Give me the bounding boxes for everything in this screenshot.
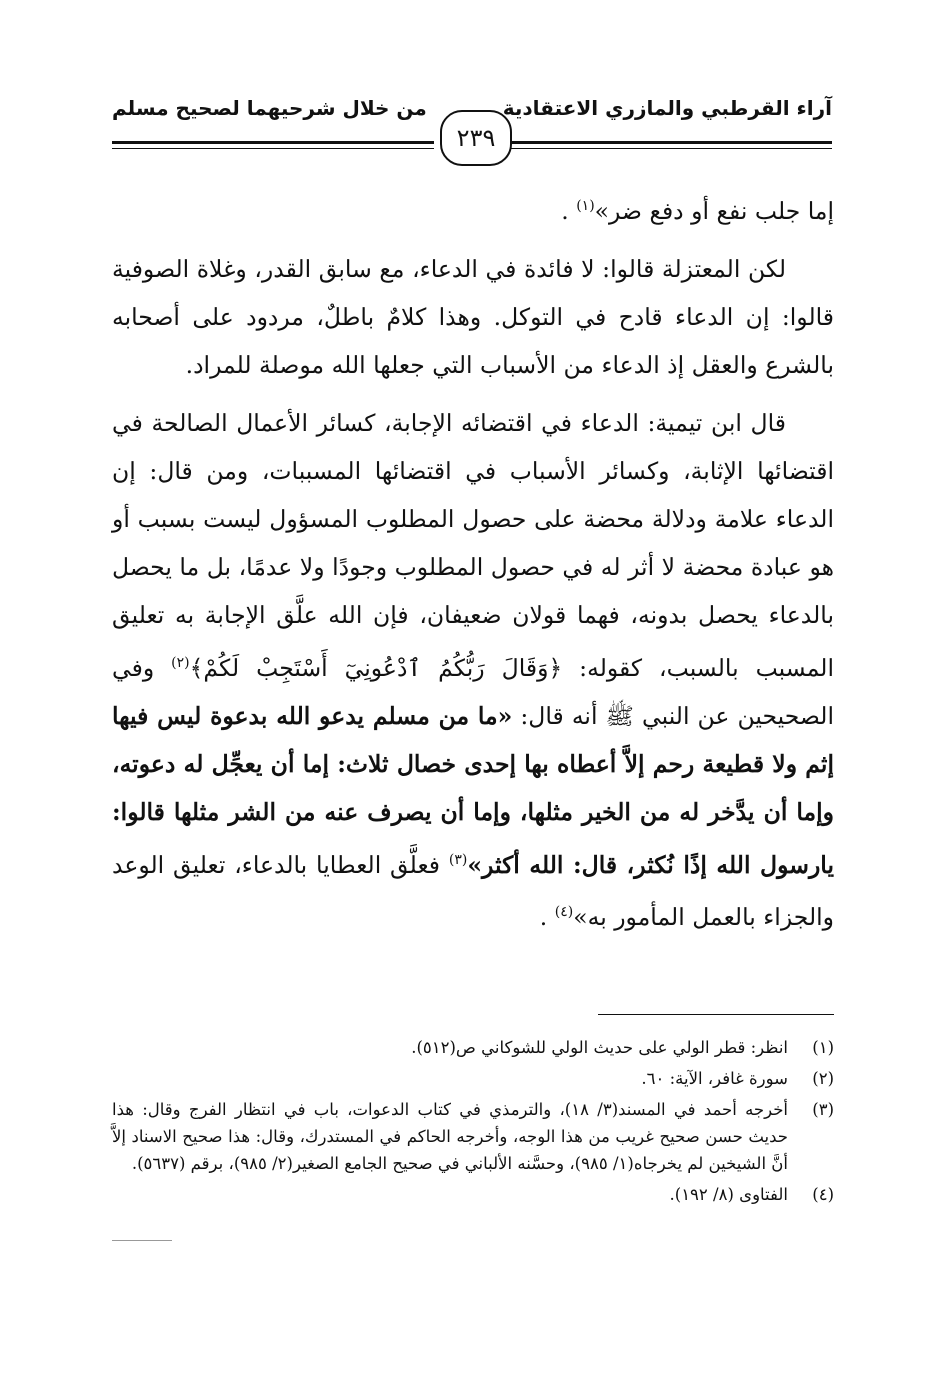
footnote-number: (١) — [812, 1038, 834, 1057]
footnote-item — [112, 1034, 834, 1061]
footnote-item — [112, 1096, 834, 1177]
footnote-text: أخرجه أحمد في المسند(٣/ ١٨)، والترمذي في كتاب الدعوات، باب في انتظار الفرج وقال: هذا حديث حسن صحيح غريب من هذا الوجه، وأخرجه الحاكم في المستدرك، وقال: هذا صحيح الاسناد إلاَّ أنَّ الشيخين لم يخرجاه(١/ ٩٨٥)، وحسَّنه الألباني في صحيح الجامع الصغير(٢/ ٩٨٥)، برقم (٥٦٣٧). — [112, 1100, 789, 1173]
paragraph-3-text-a: قال ابن تيمية: الدعاء في اقتضائه الإجابة، كسائر الأعمال الصالحة في اقتضائها الإثابة، وكسائر الأسباب في اقتضائها المسببات، ومن قال: إن الدعاء علامة ودلالة محضة على حصول المطلوب المسؤول ليست بسبب أو هو عبادة محضة لا أثر له في حصول المطلوب وجودًا ولا عدمًا، بل ما يحصل بالدعاء يحصل بدونه، فهما قولان ضعيفان، فإن الله علَّق الإجابة به تعليق المسبب بالسبب، كقوله: ﴿وَقَالَ رَبُّكُمُ ٱدْعُونِيٓ أَسْتَجِبْ لَكُمْ﴾ — [112, 408, 834, 682]
footnote-inner-separator — [112, 1240, 172, 1241]
footnote-number: (٢) — [812, 1069, 834, 1088]
book-subtitle: من خلال شرحيهما لصحيح مسلم — [112, 96, 427, 120]
footnote-number: (٤) — [812, 1185, 834, 1204]
footnote-ref-2: (٢) — [171, 654, 190, 671]
footnote-item — [112, 1065, 834, 1092]
paragraph-1 — [112, 182, 834, 235]
paragraph-3-end: . — [539, 903, 555, 932]
footnote-text: سورة غافر، الآية: ٦٠. — [641, 1069, 788, 1088]
footnote-ref-1: (١) — [576, 198, 595, 214]
header-rule-left — [112, 141, 434, 144]
footnote-separator — [598, 1014, 834, 1015]
footnotes — [112, 1034, 834, 1212]
paragraph-2: لكن المعتزلة قالوا: لا فائدة في الدعاء، مع سابق القدر، وغلاة الصوفية قالوا: إن الدعاء قادح في التوكل. وهذا كلامٌ باطلٌ، مردود على أصحابه بالشرع والعقل إذ الدعاء من الأسباب التي جعلها الله موصلة للمراد. — [112, 254, 834, 379]
paragraph-1-text: إما جلب نفع أو دفع ضر» — [594, 196, 834, 225]
main-text — [112, 182, 834, 951]
header-rule-right-thin — [510, 148, 832, 149]
header-rule-left-thin — [112, 148, 434, 149]
paragraph-3 — [112, 399, 834, 941]
footnote-number: (٣) — [812, 1100, 834, 1119]
footnote-item — [112, 1181, 834, 1208]
paragraph-3-text-c: فعلَّق العطايا بالدعاء، تعليق الوعد والجزاء بالعمل المأمور به» — [112, 850, 834, 932]
footnote-ref-4: (٤) — [554, 904, 574, 921]
footnote-text: انظر: قطر الولي على حديث الولي للشوكاني ص(٥١٢). — [411, 1038, 788, 1057]
paragraph-1-end: . — [561, 196, 577, 225]
paragraph-3-text-b: وفي الصحيحين عن النبي ﷺ أنه قال: — [112, 653, 834, 730]
book-title: آراء القرطبي والمازري الاعتقادية — [502, 96, 832, 120]
hadith-quote: «ما من مسلم يدعو الله بدعوة ليس فيها إثم ولا قطيعة رحم إلاَّ أعطاه بها إحدى خصال ثلاث: إما أن يعجِّل له دعوته، وإما أن يدَّخر له من الخير مثلها، وإما أن يصرف عنه من الشر مثلها قالوا: يارسول الله إذًا نُكثر، قال: الله أكثر» — [112, 701, 835, 879]
page-number: ٢٣٩ — [440, 110, 512, 166]
footnote-ref-3: (٣) — [448, 851, 468, 868]
header-rule-right — [510, 141, 832, 144]
footnote-text: الفتاوى (٨/ ١٩٢). — [669, 1185, 788, 1204]
